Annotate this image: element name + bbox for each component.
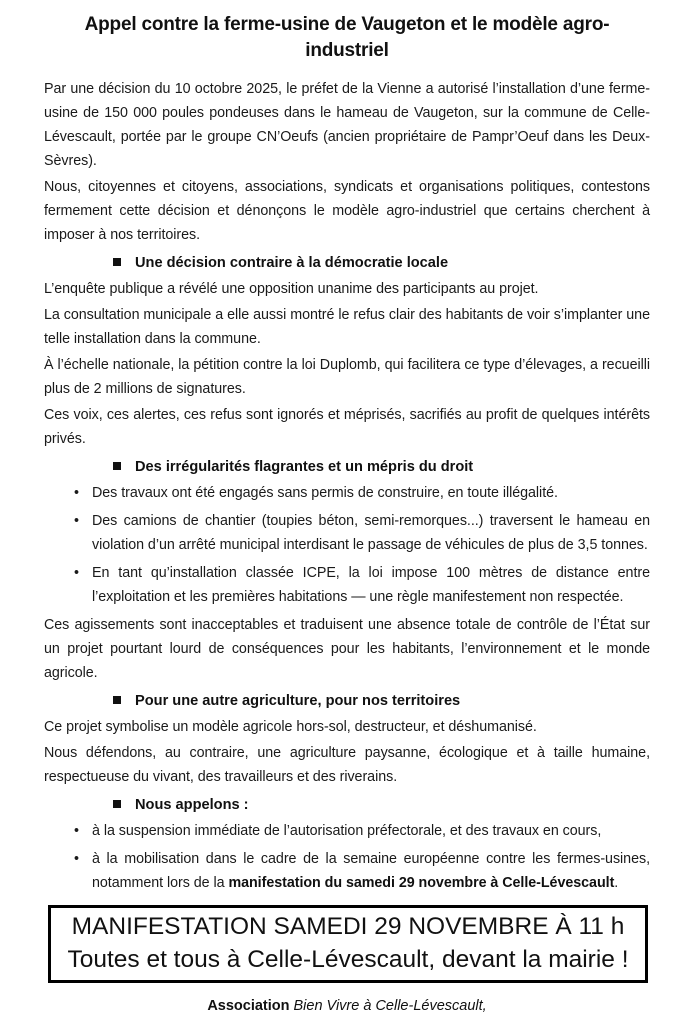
bullet-icon: • bbox=[74, 851, 80, 867]
paragraph: Ces agissements sont inacceptables et traduisent une absence totale de contrôle de l’État sur un projet pourtant lourd de conséquences pour les habitants, l’environnement et le monde agricole. bbox=[44, 617, 650, 681]
manifestation-banner bbox=[48, 905, 648, 983]
list-item bbox=[44, 509, 650, 557]
section-heading-agriculture bbox=[44, 689, 650, 713]
association-label: Association bbox=[207, 998, 290, 1014]
list-item bbox=[44, 561, 650, 609]
section-heading-label: Des irrégularités flagrantes et un mépris du droit bbox=[135, 459, 474, 475]
square-bullet-icon bbox=[113, 696, 121, 704]
square-bullet-icon bbox=[113, 462, 121, 470]
intro-paragraph: Nous, citoyennes et citoyens, associations, syndicats et organisations politiques, contestons fermement cette décision et dénonçons le modèle agro-industriel que certains cherchent à imposer à nos territoires. bbox=[44, 179, 650, 243]
paragraph: À l’échelle nationale, la pétition contre la loi Duplomb, qui facilitera ce type d’élevages, a recueilli plus de 2 millions de signatures. bbox=[44, 357, 650, 397]
section-heading-label: Pour une autre agriculture, pour nos territoires bbox=[135, 693, 461, 709]
list-item-text: Des travaux ont été engagés sans permis de construire, en toute illégalité. bbox=[92, 485, 558, 501]
list-item-text: En tant qu’installation classée ICPE, la loi impose 100 mètres de distance entre l’exploitation et les premières habitations — une règle manifestement non respectée. bbox=[92, 565, 650, 605]
bullet-icon: • bbox=[74, 823, 80, 839]
list-item bbox=[44, 819, 650, 843]
bullet-icon: • bbox=[74, 565, 80, 581]
paragraph: Nous défendons, au contraire, une agriculture paysanne, écologique et à taille humaine, respectueuse du vivant, des travailleurs et des riverains. bbox=[44, 745, 650, 785]
list-item-text-bold: manifestation du samedi 29 novembre à Celle-Lévescault bbox=[228, 875, 615, 891]
bullet-icon: • bbox=[74, 485, 80, 501]
list-item-text: Des camions de chantier (toupies béton, semi-remorques...) traversent le hameau en violation d’un arrêté municipal interdisant le passage de véhicules de plus de 3,5 tonnes. bbox=[92, 513, 650, 553]
paragraph: Ces voix, ces alertes, ces refus sont ignorés et méprisés, sacrifiés au profit de quelques intérêts privés. bbox=[44, 407, 650, 447]
section-heading-democratie bbox=[44, 251, 650, 275]
section-heading-label: Nous appelons : bbox=[135, 797, 249, 813]
banner-line-1: MANIFESTATION SAMEDI 29 NOVEMBRE À 11 h bbox=[71, 913, 625, 940]
bullet-icon: • bbox=[74, 513, 80, 529]
list-item bbox=[44, 847, 650, 895]
list-item-text-prefix: à la mobilisation dans le cadre de la semaine européenne contre les fermes-usines, notamment lors de la bbox=[92, 851, 650, 891]
association-name: Bien Vivre à Celle-Lévescault, bbox=[293, 998, 487, 1014]
square-bullet-icon bbox=[113, 800, 121, 808]
list-item-text: à la suspension immédiate de l’autorisation préfectorale, et des travaux en cours, bbox=[92, 823, 602, 839]
intro-paragraph: Par une décision du 10 octobre 2025, le préfet de la Vienne a autorisé l’installation d’une ferme-usine de 150 000 poules pondeuses dans le hameau de Vaugeton, sur la commune de Celle-Lévescault, portée par le groupe CN’Oeufs (ancien propriétaire de Pampr’Oeuf dans les Deux-Sèvres). bbox=[44, 81, 650, 169]
footer-association bbox=[44, 996, 650, 1016]
page-title: Appel contre la ferme-usine de Vaugeton et le modèle agro-industriel bbox=[84, 14, 610, 61]
square-bullet-icon bbox=[113, 258, 121, 266]
banner-line-2: Toutes et tous à Celle-Lévescault, devant la mairie ! bbox=[67, 946, 629, 973]
paragraph: La consultation municipale a elle aussi montré le refus clair des habitants de voir s’implanter une telle installation dans la commune. bbox=[44, 307, 650, 347]
section-heading-label: Une décision contraire à la démocratie locale bbox=[135, 255, 449, 271]
list-item bbox=[44, 481, 650, 505]
paragraph: L’enquête publique a révélé une opposition unanime des participants au projet. bbox=[44, 281, 539, 297]
section-heading-appelons bbox=[44, 793, 650, 817]
list-item-text-suffix: . bbox=[614, 875, 619, 891]
list-item-text bbox=[92, 847, 650, 895]
paragraph: Ce projet symbolise un modèle agricole hors-sol, destructeur, et déshumanisé. bbox=[44, 719, 537, 735]
section-heading-irregularites bbox=[44, 455, 650, 479]
